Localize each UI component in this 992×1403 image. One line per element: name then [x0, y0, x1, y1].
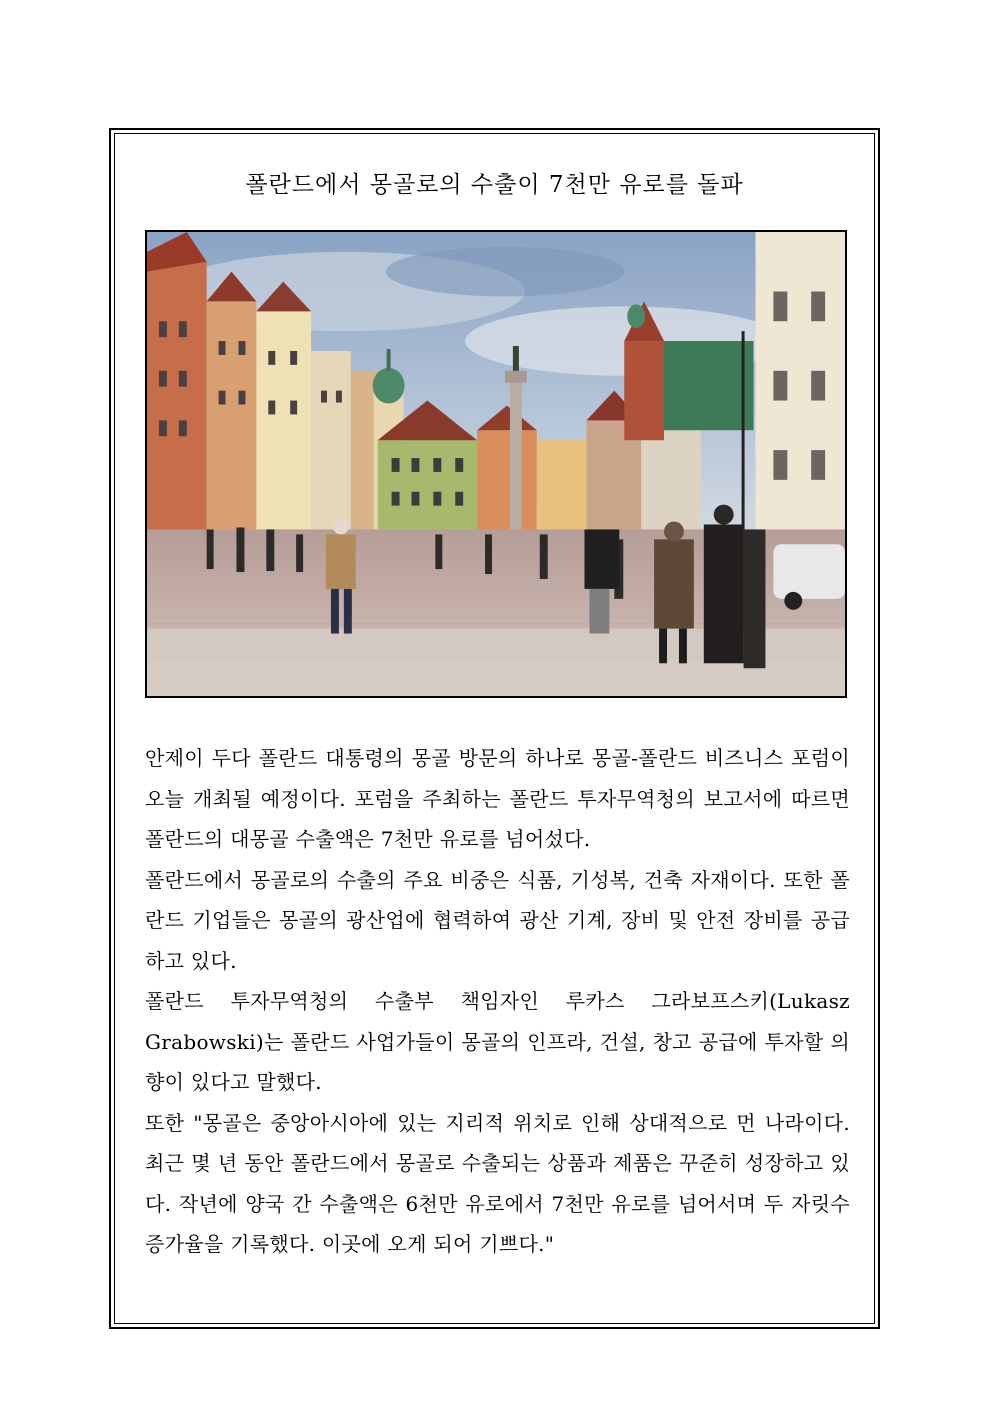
- paragraph: 폴란드에서 몽골로의 수출의 주요 비중은 식품, 기성복, 건축 자재이다. 또한 폴란드 기업들은 몽골의 광산업에 협력하여 광산 기계, 장비 및 안전 장비를 공급하고 있다.: [145, 867, 850, 973]
- paragraph: 폴란드 투자무역청의 수출부 책임자인 루카스 그라보프스키(Lukasz Grabowski)는 폴란드 사업가들이 몽골의 인프라, 건설, 창고 공급에 투자할 의향이 있다고 말했다.: [145, 989, 850, 1094]
- page-border: [109, 128, 880, 1329]
- article-body: [145, 738, 850, 1265]
- paragraph: 안제이 두다 폴란드 대통령의 몽골 방문의 하나로 몽골-폴란드 비즈니스 포럼이 오늘 개최될 예정이다. 포럼을 주최하는 폴란드 투자무역청의 보고서에 따르면 폴란드의 대몽골 수출액은 7천만 유로를 넘어섰다.: [145, 746, 850, 851]
- old-town-square-photo: [145, 230, 847, 698]
- photo-illustration: [147, 232, 845, 696]
- page-inner-border: [114, 133, 875, 1324]
- paragraph: 또한 "몽골은 중앙아시아에 있는 지리적 위치로 인해 상대적으로 먼 나라이다. 최근 몇 년 동안 폴란드에서 몽골로 수출되는 상품과 제품은 꾸준히 성장하고 있다. 작년에 양국 간 수출액은 6천만 유로에서 7천만 유로를 넘어서며 두 자릿수 증가율을 기록했다. 이곳에 오게 되어 기쁘다.": [145, 1110, 850, 1256]
- article-title: 폴란드에서 몽골로의 수출이 7천만 유로를 돌파: [245, 172, 744, 198]
